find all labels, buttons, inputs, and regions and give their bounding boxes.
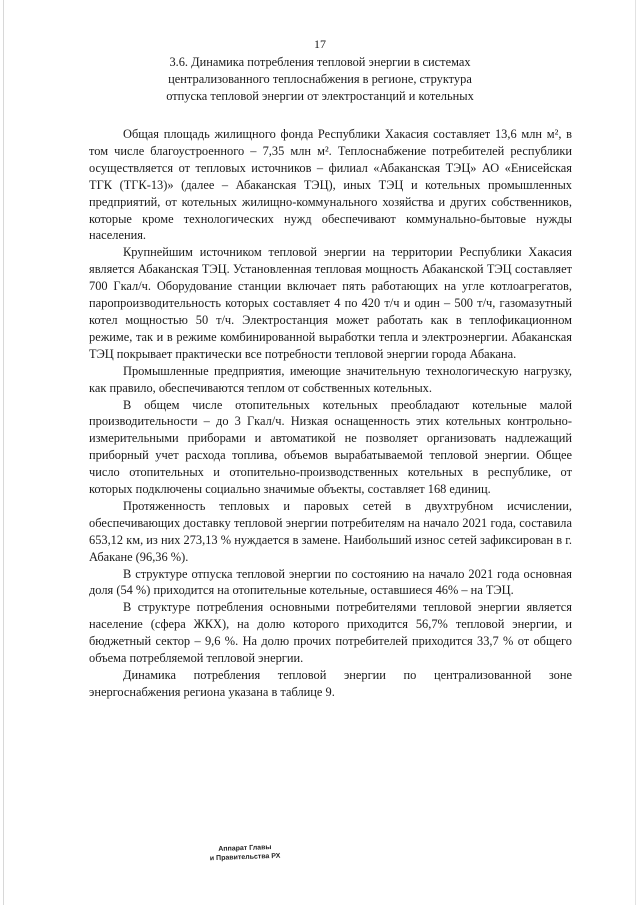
paragraph-housing-stock: Общая площадь жилищного фонда Республики Хакасия составляет 13,6 млн м², в том числе благоустроенного – 7,35 млн м². Теплоснабжение потребителей республики осуществляется от тепловых источников – филиал «Абаканская ТЭЦ» АО «Енисейская ТГК (ТГК-13)» (далее – Абаканская ТЭЦ), иных ТЭЦ и котельных промышленных предприятий, от котельных жилищно-коммунального хозяйства и других собственников, которые кроме технологических нужд обеспечивают коммунально-бытовые нужды населения. (89, 127, 572, 243)
body-text (89, 126, 572, 701)
section-title (120, 54, 520, 105)
office-stamp (200, 842, 291, 863)
stamp-line: Аппарат Главы (218, 844, 272, 853)
paragraph-abakan-chp: Крупнейшим источником тепловой энергии на территории Республики Хакасия является Абаканская ТЭЦ. Установленная тепловая мощность Абаканской ТЭЦ составляет 700 Гкал/ч. Оборудование станции включает пять работающих на угле котлоагрегатов, паропроизводительность которых составляет 4 по 420 т/ч и один – 500 т/ч, газомазутный котел мощностью 50 т/ч. Электростанция может работать как в теплофикационном режиме, так и в режиме комбинированной выработки тепла и электроэнергии. Абаканская ТЭЦ покрывает практически все потребности тепловой энергии города Абакана. (89, 245, 572, 361)
paragraph-supply-structure: В структуре отпуска тепловой энергии по состоянию на начало 2021 года основная доля (54 %) приходится на отопительные котельные, оставшиеся 46% – на ТЭЦ. (89, 566, 572, 598)
section-title-line: отпуска тепловой энергии от электростанций и котельных (166, 89, 474, 103)
section-title-line: централизованного теплоснабжения в регионе, структура (168, 72, 472, 86)
paragraph-table-reference: Динамика потребления тепловой энергии по централизованной зоне энергоснабжения региона указана в таблице 9. (89, 668, 572, 699)
section-title-line: 3.6. Динамика потребления тепловой энергии в системах (169, 55, 471, 69)
page-number: 17 (314, 37, 326, 51)
paragraph-industrial: Промышленные предприятия, имеющие значительную технологическую нагрузку, как правило, обеспечиваются теплом от собственных котельных. (89, 363, 572, 395)
paragraph-networks: Протяженность тепловых и паровых сетей в двухтрубном исчислении, обеспечивающих доставку тепловой энергии потребителям на начало 2021 года, составила 653,12 км, из них 273,13 % нуждается в замене. Наибольший износ сетей зафиксирован в г. Абакане (96,36 %). (89, 498, 572, 564)
stamp-line: и Правительства РХ (209, 852, 281, 863)
page-edge-right (635, 0, 636, 905)
paragraph-boilers: В общем числе отопительных котельных преобладают котельные малой производительности – до 3 Гкал/ч. Низкая оснащенность этих котельных контрольно-измерительными приборами и автоматикой не позволяет организовать надлежащий приборный учет расхода топлива, объемов вырабатываемой тепловой энергии. Общее число отопительных и отопительно-производственных котельных в республике, от которых подключены социально значимые объекты, составляет 168 единиц. (89, 397, 572, 497)
page-edge-left (3, 0, 4, 905)
paragraph-consumption-structure: В структуре потребления основными потребителями тепловой энергии является население (сфера ЖКХ), на долю которого приходится 56,7% тепловой энергии, и бюджетный сектор – 9,6 %. На долю прочих потребителей приходится 33,7 % от общего объема потребляемой тепловой энергии. (89, 600, 572, 666)
